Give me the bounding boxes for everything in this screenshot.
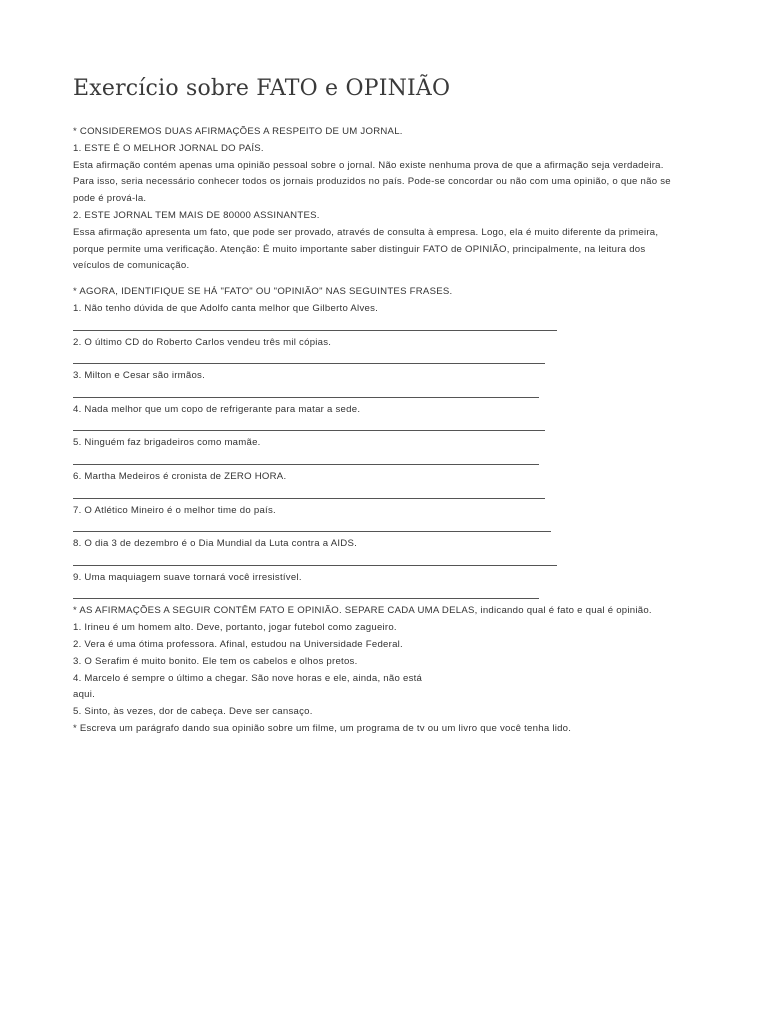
answer-line-8[interactable]: [73, 553, 693, 570]
exercise-2-heading: * AS AFIRMAÇÕES A SEGUIR CONTÊM FATO E OPINIÃO. SEPARE CADA UMA DELAS, indicando qual é fato e qual é opinião.: [73, 605, 652, 617]
explanation-2-line-2: porque permite uma verificação. Atenção: É muito importante saber distinguir FATO de OPINIÃO, principalmente, na leitura dos: [73, 243, 646, 255]
exercise-1-item: 8. O dia 3 de dezembro é o Dia Mundial da Luta contra a AIDS.: [73, 538, 358, 550]
exercise-3-text: * Escreva um parágrafo dando sua opinião sobre um filme, um programa de tv ou um livro que você tenha lido.: [73, 722, 572, 734]
statement-2: 2. ESTE JORNAL TEM MAIS DE 80000 ASSINANTES.: [73, 209, 320, 221]
explanation-1-line-1: Esta afirmação contém apenas uma opinião pessoal sobre o jornal. Não existe nenhuma prova de que a afirmação seja verdadeira.: [73, 159, 664, 171]
answer-line-4[interactable]: [73, 419, 693, 436]
answer-line-6[interactable]: [73, 486, 693, 503]
exercise-2-item: 5. Sinto, às vezes, dor de cabeça. Deve ser cansaço.: [73, 706, 313, 718]
intro-heading: * CONSIDEREMOS DUAS AFIRMAÇÕES A RESPEITO DE UM JORNAL.: [73, 126, 403, 137]
exercise-1-item: 7. O Atlético Mineiro é o melhor time do país.: [73, 504, 276, 516]
exercise-1-item: 6. Martha Medeiros é cronista de ZERO HORA.: [73, 470, 287, 482]
exercise-1-item: 1. Não tenho dúvida de que Adolfo canta melhor que Gilberto Alves.: [73, 302, 379, 314]
answer-line-5[interactable]: [73, 452, 693, 469]
answer-line-1[interactable]: [73, 318, 693, 335]
document-body: [73, 124, 693, 738]
explanation-1-line-2: Para isso, seria necessário conhecer todos os jornais produzidos no país. Pode-se concordar ou não com uma opinião, o que não se: [73, 176, 671, 188]
exercise-1-item: 9. Uma maquiagem suave tornará você irresistível.: [73, 571, 302, 583]
explanation-1-line-3: pode é prová-la.: [73, 193, 147, 205]
explanation-2-line-1: Essa afirmação apresenta um fato, que pode ser provado, através de consulta à empresa. Logo, ela é muito diferente da primeira,: [73, 226, 659, 238]
answer-line-7[interactable]: [73, 519, 693, 536]
exercise-2-item: aqui.: [73, 689, 96, 701]
answer-line-9[interactable]: [73, 587, 693, 604]
exercise-1-item: 4. Nada melhor que um copo de refrigerante para matar a sede.: [73, 403, 361, 415]
exercise-1-item: 2. O último CD do Roberto Carlos vendeu três mil cópias.: [73, 336, 332, 348]
explanation-2-line-3: veículos de comunicação.: [73, 260, 190, 272]
exercise-1-item: 3. Milton e Cesar são irmãos.: [73, 370, 206, 382]
exercise-1-heading: * AGORA, IDENTIFIQUE SE HÁ "FATO" OU "OPINIÃO" NAS SEGUINTES FRASES.: [73, 286, 453, 298]
page-title: Exercício sobre FATO e OPINIÃO: [73, 76, 451, 101]
exercise-2-item: 1. Irineu é um homem alto. Deve, portanto, jogar futebol como zagueiro.: [73, 622, 397, 634]
answer-line-3[interactable]: [73, 385, 693, 402]
exercise-2-item: 3. O Serafim é muito bonito. Ele tem os cabelos e olhos pretos.: [73, 655, 358, 667]
exercise-2-item: 2. Vera é uma ótima professora. Afinal, estudou na Universidade Federal.: [73, 638, 403, 650]
exercise-2-item: 4. Marcelo é sempre o último a chegar. São nove horas e ele, ainda, não está: [73, 672, 423, 684]
statement-1: 1. ESTE É O MELHOR JORNAL DO PAÍS.: [73, 142, 264, 154]
answer-line-2[interactable]: [73, 351, 693, 368]
exercise-1-item: 5. Ninguém faz brigadeiros como mamãe.: [73, 437, 261, 449]
section-gap: [73, 275, 693, 284]
